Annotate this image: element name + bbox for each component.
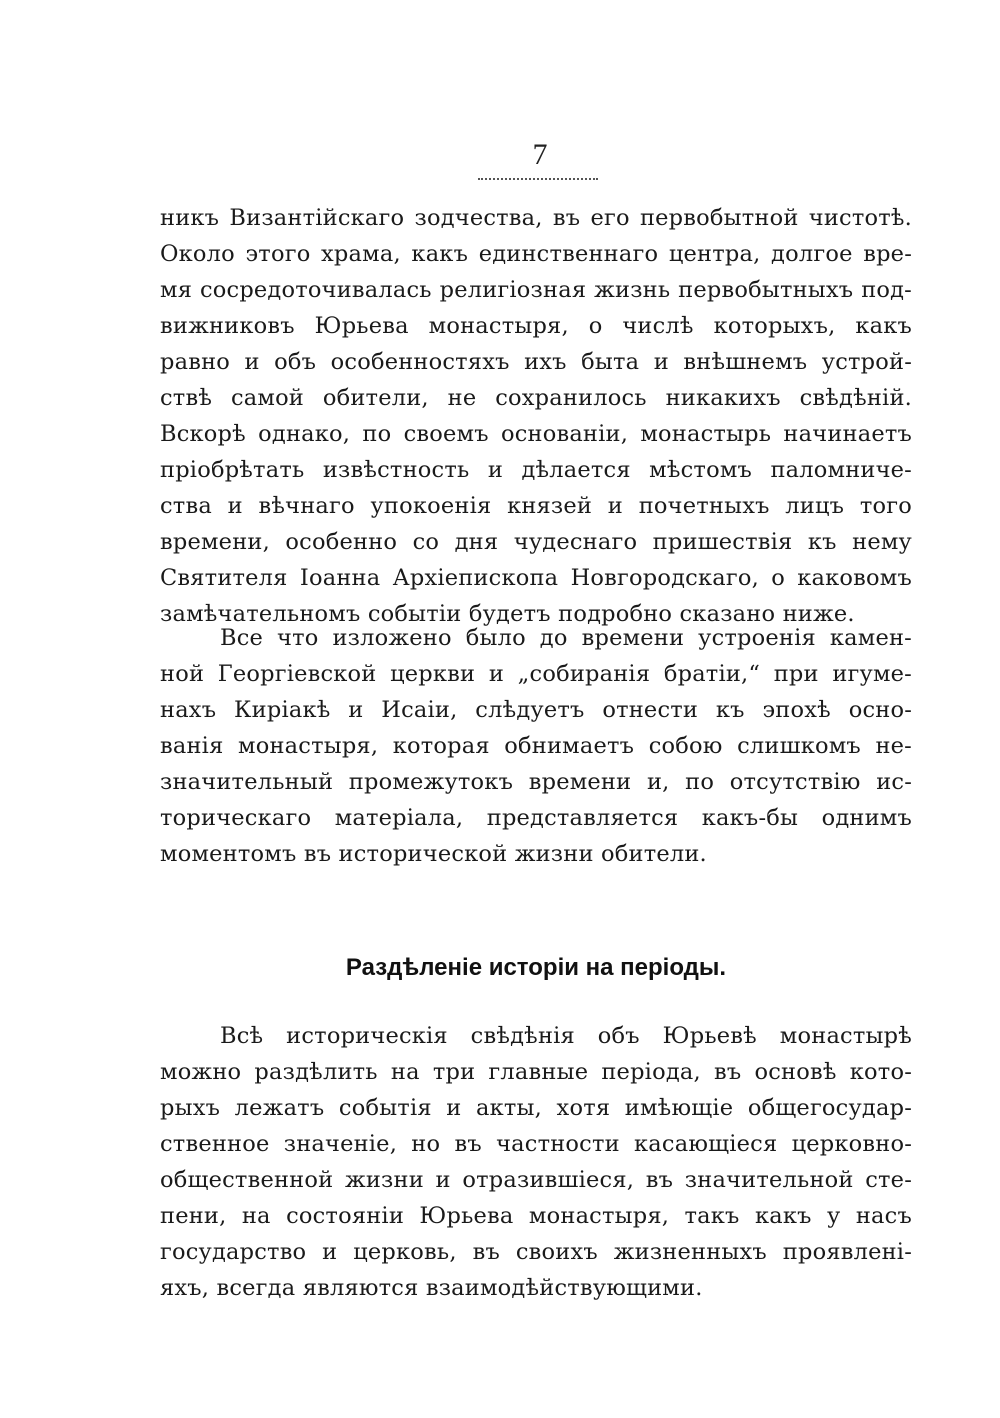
text-line: торическаго матеріала, представляется какъ-бы однимъ: [160, 805, 912, 831]
text-line: общественной жизни и отразившіеся, въ значительной сте-: [160, 1167, 912, 1193]
page-number: 7: [532, 138, 548, 171]
text-line: мя сосредоточивалась религіозная жизнь первобытныхъ под-: [160, 277, 912, 303]
text-line: ванія монастыря, которая обнимаетъ собою слишкомъ не-: [160, 733, 912, 759]
paragraph-1: [160, 200, 912, 632]
text-line: ства и вѣчнаго упокоенія князей и почетныхъ лицъ того: [160, 493, 912, 519]
text-line: государство и церковь, въ своихъ жизненныхъ проявлені-: [160, 1239, 912, 1265]
text-line: равно и объ особенностяхъ ихъ быта и внѣшнемъ устрой-: [160, 349, 912, 375]
text-line: яхъ, всегда являются взаимодѣйствующими.: [160, 1275, 703, 1301]
text-line: замѣчательномъ событіи будетъ подробно сказано ниже.: [160, 601, 855, 627]
page-number-rule: [478, 178, 598, 180]
text-line: ственное значеніе, но въ частности касающіеся церковно-: [160, 1131, 912, 1157]
text-line: вижниковъ Юрьева монастыря, о числѣ которыхъ, какъ: [160, 313, 912, 339]
text-line: значительный промежутокъ времени и, по отсутствію ис-: [160, 769, 912, 795]
text-line: Вскорѣ однако, по своемъ основаніи, монастырь начинаетъ: [160, 421, 912, 447]
text-line: пени, на состояніи Юрьева монастыря, такъ какъ у насъ: [160, 1203, 912, 1229]
text-line: Около этого храма, какъ единственнаго центра, долгое вре-: [160, 241, 912, 267]
text-line: Святителя Іоанна Архіепископа Новгородскаго, о каковомъ: [160, 565, 912, 591]
text-line: Все что изложено было до времени устроенія камен-: [220, 625, 912, 651]
section-heading: Раздѣленіе исторіи на періоды.: [345, 954, 727, 981]
text-line: Всѣ историческія свѣдѣнія объ Юрьевѣ монастырѣ: [220, 1023, 912, 1049]
text-line: пріобрѣтать извѣстность и дѣлается мѣстомъ паломниче-: [160, 457, 912, 483]
paragraph-3: [160, 1018, 912, 1306]
paragraph-2: [160, 620, 912, 872]
text-line: моментомъ въ исторической жизни обители.: [160, 841, 707, 867]
text-line: ной Георгіевской церкви и „собиранія братіи,“ при игуме-: [160, 661, 912, 687]
text-line: времени, особенно со дня чудеснаго пришествія къ нему: [160, 529, 912, 555]
text-line: можно раздѣлить на три главные періода, въ основѣ кото-: [160, 1059, 912, 1085]
text-line: рыхъ лежатъ событія и акты, хотя имѣющіе общегосудар-: [160, 1095, 912, 1121]
text-line: никъ Византійскаго зодчества, въ его первобытной чистотѣ.: [160, 205, 912, 231]
text-line: нахъ Киріакѣ и Исаіи, слѣдуетъ отнести къ эпохѣ осно-: [160, 697, 912, 723]
text-line: ствѣ самой обители, не сохранилось никакихъ свѣдѣній.: [160, 385, 912, 411]
